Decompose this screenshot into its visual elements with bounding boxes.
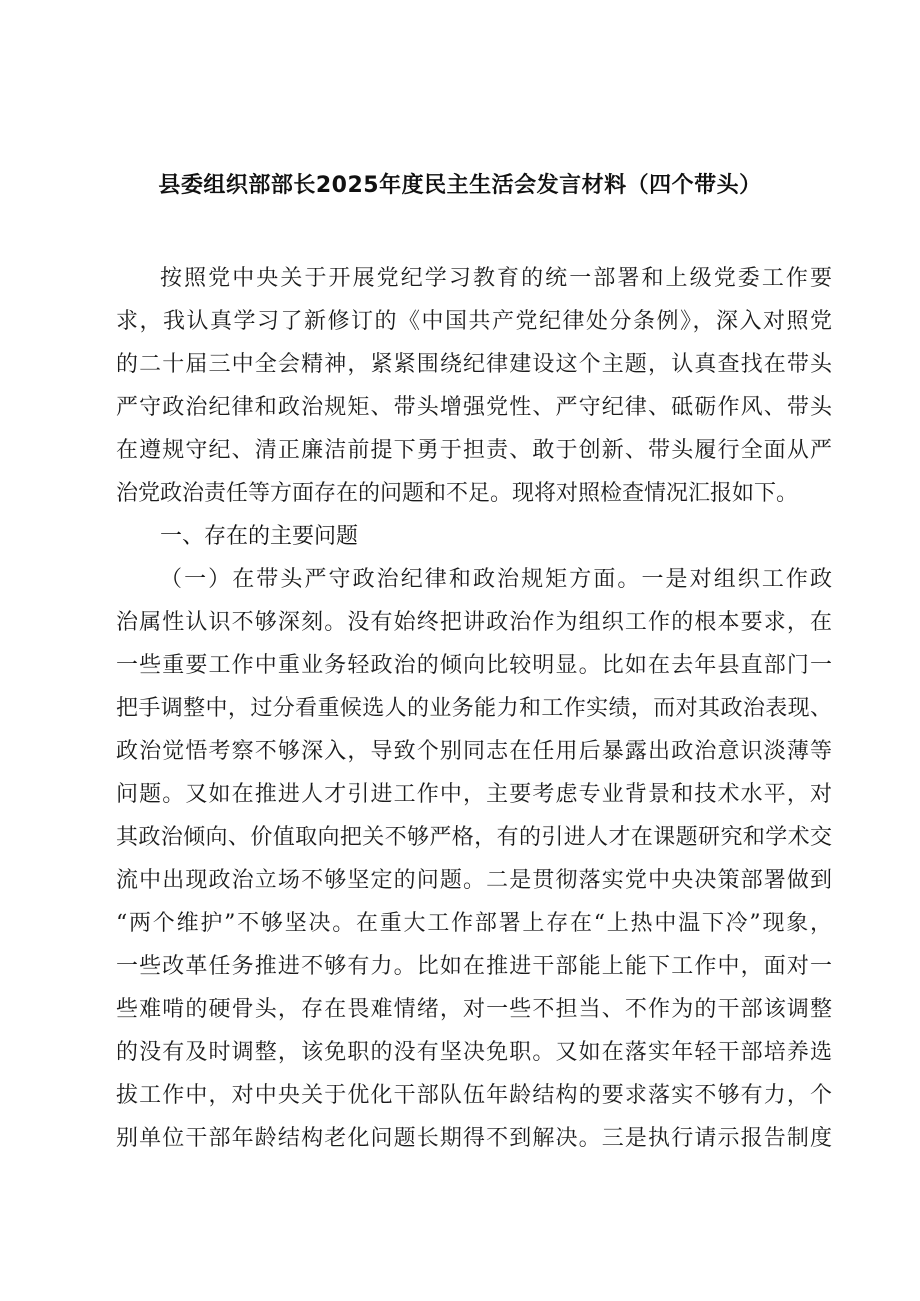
intro-line: 治党政治责任等方面存在的问题和不足。现将对照检查情况汇报如下。 xyxy=(116,481,799,506)
body-line: 些难啃的硬骨头，存在畏难情绪，对一些不担当、不作为的干部该调整 xyxy=(116,997,832,1022)
body-line: 别单位干部年龄结构老化问题长期得不到解决。三是执行请示报告制度 xyxy=(116,1126,832,1151)
body-line: 拔工作中，对中央关于优化干部队伍年龄结构的要求落实不够有力，个 xyxy=(116,1083,832,1108)
body-line: 一些重要工作中重业务轻政治的倾向比较明显。比如在去年县直部门一 xyxy=(116,653,832,678)
body-line: 流中出现政治立场不够坚定的问题。二是贯彻落实党中央决策部署做到 xyxy=(116,868,832,893)
body-line: （一）在带头严守政治纪律和政治规矩方面。一是对组织工作政 xyxy=(160,567,832,592)
body-line: 问题。又如在推进人才引进工作中，主要考虑专业背景和技术水平，对 xyxy=(116,782,832,807)
document-title: 县委组织部部长2025年度民主生活会发言材料（四个带头） xyxy=(158,173,762,198)
body-line: 把手调整中，过分看重候选人的业务能力和工作实绩，而对其政治表现、 xyxy=(116,696,832,721)
body-line: “两个维护”不够坚决。在重大工作部署上存在“上热中温下冷”现象， xyxy=(116,911,832,936)
body-line: 治属性认识不够深刻。没有始终把讲政治作为组织工作的根本要求，在 xyxy=(116,610,832,635)
body-line: 政治觉悟考察不够深入，导致个别同志在任用后暴露出政治意识淡薄等 xyxy=(116,739,832,764)
intro-line: 按照党中央关于开展党纪学习教育的统一部署和上级党委工作要 xyxy=(160,266,832,291)
body-line: 一些改革任务推进不够有力。比如在推进干部能上能下工作中，面对一 xyxy=(116,954,832,979)
intro-line: 在遵规守纪、清正廉洁前提下勇于担责、敢于创新、带头履行全面从严 xyxy=(116,438,832,463)
intro-line: 求，我认真学习了新修订的《中国共产党纪律处分条例》，深入对照党 xyxy=(116,309,832,334)
body-line: 的没有及时调整，该免职的没有坚决免职。又如在落实年轻干部培养选 xyxy=(116,1040,832,1065)
intro-line: 的二十届三中全会精神，紧紧围绕纪律建设这个主题，认真查找在带头 xyxy=(116,352,832,377)
section-heading: 一、存在的主要问题 xyxy=(160,524,359,549)
intro-line: 严守政治纪律和政治规矩、带头增强党性、严守纪律、砥砺作风、带头 xyxy=(116,395,832,420)
body-line: 其政治倾向、价值取向把关不够严格，有的引进人才在课题研究和学术交 xyxy=(116,825,832,850)
